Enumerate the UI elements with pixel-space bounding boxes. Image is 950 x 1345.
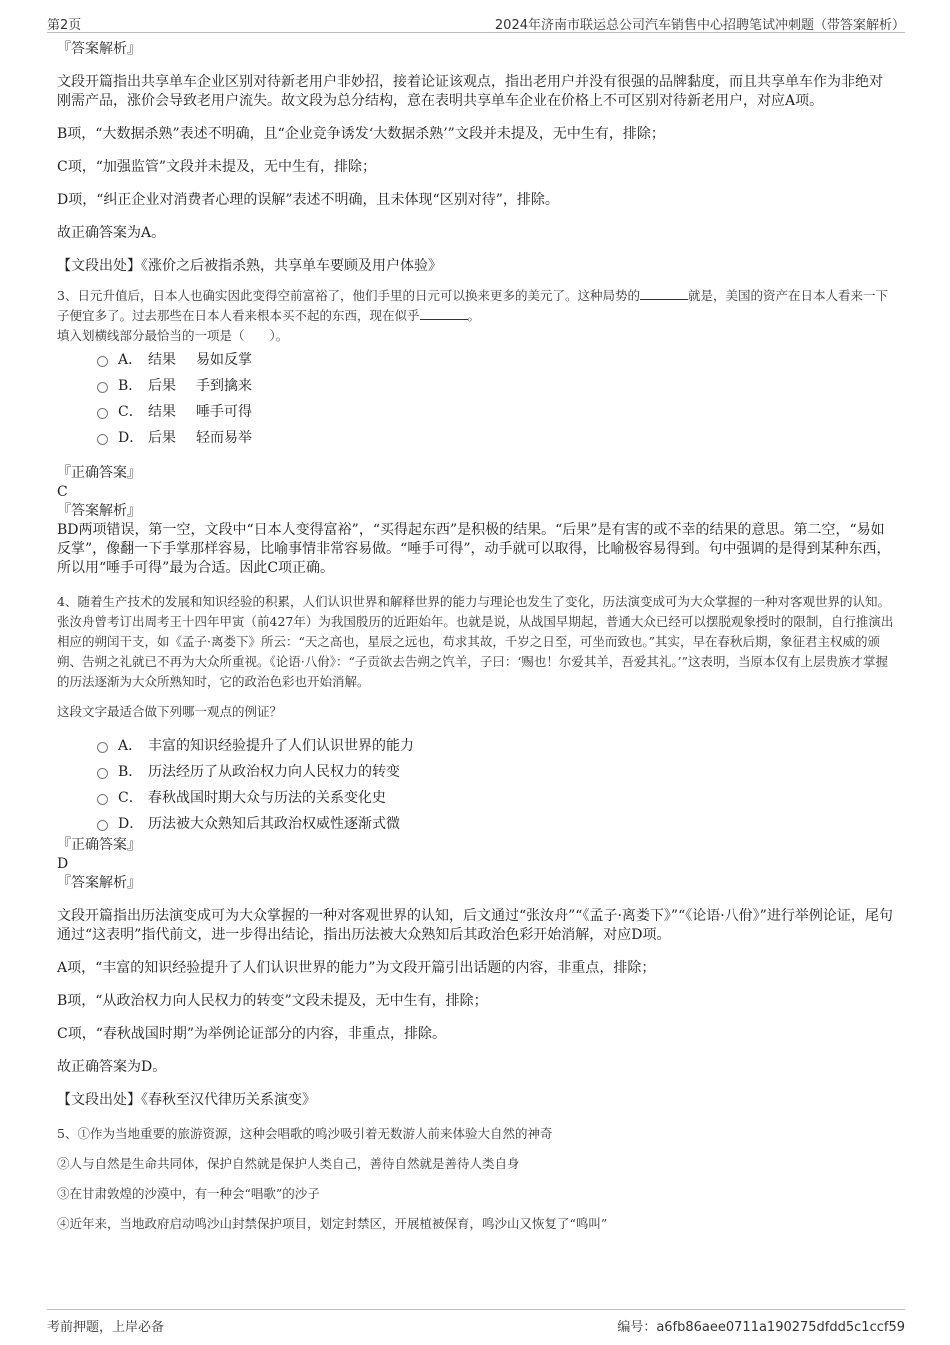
- radio-icon[interactable]: [97, 408, 108, 419]
- footer-slogan: 考前押题，上岸必备: [47, 1320, 165, 1335]
- q4-options: [97, 732, 895, 836]
- q4-option-a[interactable]: A． 丰富的知识经验提升了人们认识世界的能力: [97, 732, 895, 758]
- radio-icon[interactable]: [97, 768, 108, 779]
- radio-icon[interactable]: [97, 356, 108, 367]
- q5-sentence-3: ③在甘肃敦煌的沙漠中，有一种会“唱歌”的沙子: [57, 1186, 320, 1201]
- radio-icon[interactable]: [97, 382, 108, 393]
- q3-stem: 3、日元升值后，日本人也确实因此变得空前富裕了，他们手里的日元可以换来更多的美元了。这种局势的 就是，美国的资产在日本人看来一下子便宜多了。过去那些在日本人看来根本买不起的东西，现在似乎 。: [57, 288, 888, 323]
- q3-analysis-heading: 『答案解析』: [57, 503, 141, 519]
- q4-answer-heading: 『正确答案』: [57, 837, 141, 853]
- q4-option-b[interactable]: B． 历法经历了从政治权力向人民权力的转变: [97, 758, 895, 784]
- q5-sentence-4: ④近年来，当地政府启动鸣沙山封禁保护项目，划定封禁区，开展植被保育，鸣沙山又恢复了“鸣叫”: [57, 1216, 608, 1231]
- q4-option-c-analysis: C项，“春秋战国时期”为举例论证部分的内容，非重点，排除。: [57, 1026, 447, 1042]
- q2-option-b-analysis: B项，“大数据杀熟”表述不明确，且“企业竞争诱发‘大数据杀熟’”文段并未提及，无中生有，排除；: [57, 126, 665, 142]
- q2-analysis-heading: 『答案解析』: [57, 41, 141, 57]
- blank-line: [420, 307, 468, 320]
- q4-conclusion: 故正确答案为D。: [57, 1059, 167, 1075]
- q5-sentence-2: ②人与自然是生命共同体，保护自然就是保护人类自己，善待自然就是善待人类自身: [57, 1156, 520, 1171]
- q4-analysis-paragraph: 文段开篇指出历法演变成可为大众掌握的一种对客观世界的认知，后文通过“张汝舟”“《孟子·离娄下》”“《论语·八佾》”进行举例论证，尾句通过“这表明”指代前文，进一步得出结论，指出历法被大众熟知后其政治色彩开始消解，对应D项。: [57, 908, 893, 943]
- q3-option-a[interactable]: A． 结果 易如反掌: [97, 346, 895, 372]
- document-title: 2024年济南市联运总公司汽车销售中心招聘笔试冲刺题（带答案解析）: [494, 18, 905, 33]
- q4-option-c[interactable]: C． 春秋战国时期大众与历法的关系变化史: [97, 784, 895, 810]
- q4-option-a-analysis: A项，“丰富的知识经验提升了人们认识世界的能力”为文段开篇引出话题的内容，非重点，排除；: [57, 960, 656, 976]
- q2-source: 【文段出处】《涨价之后被指杀熟，共享单车要顾及用户体验》: [57, 258, 442, 274]
- q4-prompt: 这段文字最适合做下列哪一观点的例证？: [57, 704, 283, 719]
- q3-option-b[interactable]: B． 后果 手到擒来: [97, 372, 895, 398]
- q2-option-c-analysis: C项，“加强监管”文段并未提及，无中生有，排除；: [57, 159, 377, 175]
- q3-analysis: BD两项错误，第一空，文段中“日本人变得富裕”，“买得起东西”是积极的结果。“后果”是有害的或不幸的结果的意思。第二空，“易如反掌”，像翻一下手掌那样容易，比喻事情非常容易做。“唾手可得”，动手就可以取得，比喻极容易得到。句中强调的是得到某种东西，所以用“唾手可得”最为合适。因此C项正确。: [57, 522, 891, 576]
- page-header: [47, 10, 905, 33]
- footer-serial: 编号：a6fb86aee0711a190275dfdd5c1ccf59: [617, 1320, 905, 1335]
- q5-sentence-1: 5、①作为当地重要的旅游资源，这种会唱歌的鸣沙吸引着无数游人前来体验大自然的神奇: [57, 1126, 553, 1141]
- q4-option-b-analysis: B项，“从政治权力向人民权力的转变”文段未提及，无中生有，排除；: [57, 993, 488, 1009]
- radio-icon[interactable]: [97, 434, 108, 445]
- radio-icon[interactable]: [97, 820, 108, 831]
- q2-option-d-analysis: D项，“纠正企业对消费者心理的误解”表述不明确，且未体现“区别对待”，排除。: [57, 192, 559, 208]
- q4-analysis-heading: 『答案解析』: [57, 875, 141, 891]
- q2-analysis-paragraph: 文段开篇指出共享单车企业区别对待新老用户非妙招，接着论证该观点，指出老用户并没有很强的品牌黏度，而且共享单车作为非绝对刚需产品，涨价会导致老用户流失。故文段为总分结构，意在表明共享单车企业在价格上不可区别对待新老用户，对应A项。: [57, 74, 883, 109]
- page-footer: [47, 1309, 905, 1336]
- q4-source: 【文段出处】《春秋至汉代律历关系演变》: [57, 1092, 316, 1108]
- q3-prompt: 填入划横线部分最恰当的一项是（ ）。: [57, 328, 289, 343]
- q3-answer: C: [57, 484, 68, 500]
- q3-answer-heading: 『正确答案』: [57, 465, 141, 481]
- radio-icon[interactable]: [97, 742, 108, 753]
- q3-options: [97, 346, 895, 450]
- q4-answer: D: [57, 856, 69, 872]
- q3-option-d[interactable]: D． 后果 轻而易举: [97, 424, 895, 450]
- radio-icon[interactable]: [97, 794, 108, 805]
- page-number: 第2页: [47, 18, 82, 33]
- page-content: [57, 40, 895, 1234]
- q4-stem: 4、随着生产技术的发展和知识经验的积累，人们认识世界和解释世界的能力与理论也发生了变化，历法演变成可为大众掌握的一种对客观世界的认知。张汝舟曾考订出周考王十四年甲寅（前427年）为我国殷历的近距始年。也就是说，从战国早期起，普通大众已经可以摆脱观象授时的限制，自行推演出相应的朔闰干支，如《孟子·离娄下》所云：“天之高也，星辰之远也，苟求其故，千岁之日至，可坐而致也。”其实，早在春秋后期，象征君主权威的颁朔、告朔之礼就已不再为大众所重视。《论语·八佾》：“子贡欲去告朔之饩羊，子曰：‘赐也！尔爱其羊，吾爱其礼。’”这表明，当原本仅有上层贵族才掌握的历法逐渐为大众所熟知时，它的政治色彩也开始消解。: [57, 594, 894, 689]
- blank-line: [640, 287, 688, 300]
- q2-conclusion: 故正确答案为A。: [57, 225, 166, 241]
- q4-option-d[interactable]: D． 历法被大众熟知后其政治权威性逐渐式微: [97, 810, 895, 836]
- q3-option-c[interactable]: C． 结果 唾手可得: [97, 398, 895, 424]
